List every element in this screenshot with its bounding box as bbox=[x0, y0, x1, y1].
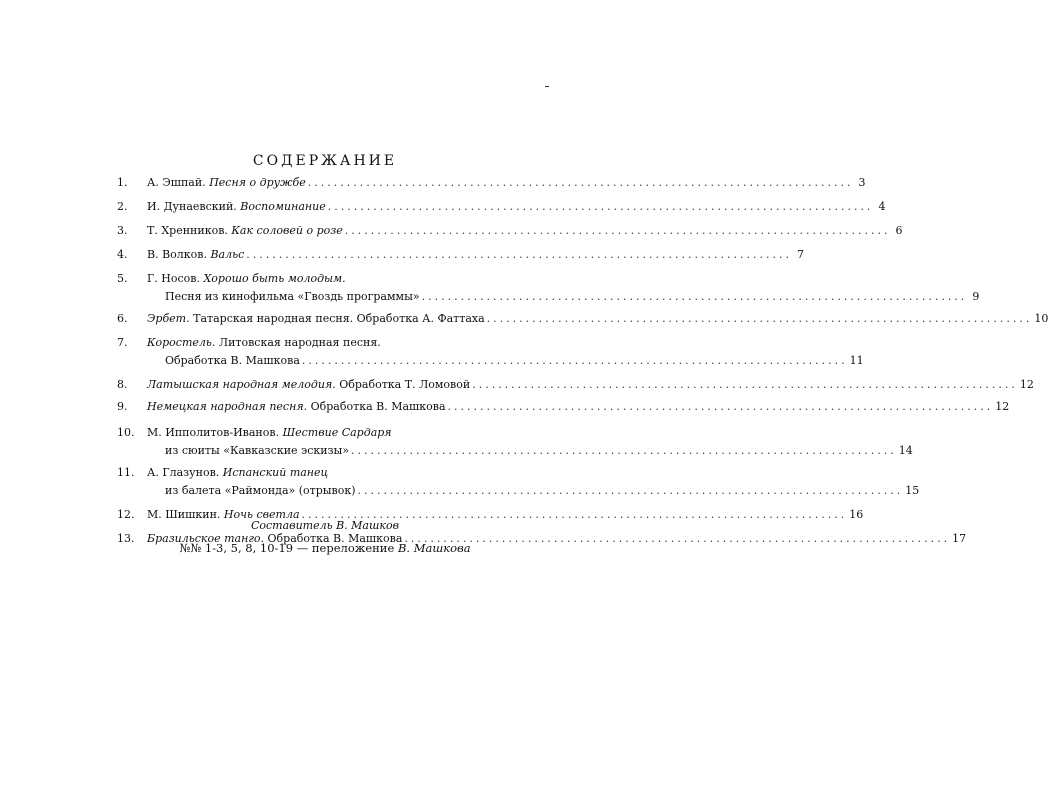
entry-text bbox=[165, 354, 300, 367]
page-number: 14 bbox=[898, 444, 913, 457]
dot-leader bbox=[487, 312, 1033, 325]
entry-line bbox=[147, 272, 979, 290]
entry-rest: из сюиты «Кавказские эскизы» bbox=[165, 444, 350, 457]
dot-leader bbox=[448, 400, 994, 413]
entry-rest: Литовская народная песня. bbox=[218, 336, 381, 349]
entry-body bbox=[147, 378, 1034, 396]
entry-text bbox=[147, 378, 470, 391]
entry-title: Бразильское танго. bbox=[147, 532, 265, 545]
entry-rest: Татарская народная песня. Обработка А. Фаттаха bbox=[193, 312, 485, 325]
entry-number: 7. bbox=[117, 336, 128, 349]
entry-author: А. Глазунов. bbox=[147, 466, 220, 479]
entry-number: 11. bbox=[117, 466, 135, 479]
entry-title: Испанский танец bbox=[222, 466, 329, 479]
entry-number: 5. bbox=[117, 272, 128, 285]
entry-body bbox=[147, 224, 902, 242]
page-number: 7 bbox=[796, 248, 804, 261]
dot-leader bbox=[308, 176, 854, 189]
page-number: 11 bbox=[849, 354, 864, 367]
page-number: 3 bbox=[858, 176, 866, 189]
entry-text bbox=[165, 444, 349, 457]
entry-text bbox=[147, 466, 328, 479]
table-of-contents bbox=[117, 176, 1048, 550]
entry-title: Как соловей о розе bbox=[231, 224, 343, 237]
entry-line bbox=[147, 426, 913, 444]
page-number: 16 bbox=[849, 508, 864, 521]
entry-text bbox=[147, 176, 306, 189]
toc-entry bbox=[117, 200, 886, 218]
entry-body bbox=[147, 400, 1009, 418]
entry-title: Латышская народная мелодия. bbox=[147, 378, 336, 391]
entry-text bbox=[147, 200, 326, 213]
entry-number: 1. bbox=[117, 176, 128, 189]
toc-entry bbox=[117, 248, 804, 266]
stray-mark bbox=[545, 86, 549, 87]
toc-entry bbox=[117, 336, 864, 372]
entry-title: Песня о дружбе bbox=[209, 176, 306, 189]
entry-title: Эрбет. bbox=[147, 312, 190, 325]
entry-line bbox=[147, 290, 979, 308]
entry-title: Коростель. bbox=[147, 336, 216, 349]
entry-text bbox=[147, 224, 343, 237]
entry-rest: Песня из кинофильма «Гвоздь программы» bbox=[165, 290, 420, 303]
entry-body bbox=[147, 272, 979, 308]
entry-title: Хорошо быть молодым. bbox=[203, 272, 346, 285]
entry-number: 6. bbox=[117, 312, 128, 325]
entry-text bbox=[147, 248, 244, 261]
dot-leader bbox=[302, 354, 848, 367]
dot-leader bbox=[351, 444, 897, 457]
toc-entry bbox=[117, 426, 913, 462]
entry-title: Шествие Сардаря bbox=[282, 426, 392, 439]
page-number: 15 bbox=[905, 484, 920, 497]
toc-entry bbox=[117, 272, 980, 308]
entry-number: 12. bbox=[117, 508, 135, 521]
page-number: 6 bbox=[895, 224, 903, 237]
page-number: 12 bbox=[995, 400, 1010, 413]
entry-rest: Обработка В. Машкова bbox=[165, 354, 300, 367]
entry-rest: Обработка В. Машкова bbox=[310, 400, 446, 413]
dot-leader bbox=[358, 484, 904, 497]
dot-leader bbox=[345, 224, 891, 237]
page-number: 10 bbox=[1034, 312, 1048, 325]
entry-text bbox=[147, 312, 485, 325]
entry-author: Т. Хренников. bbox=[147, 224, 228, 237]
entry-rest: из балета «Раймонда» (отрывок) bbox=[165, 484, 356, 497]
entry-body bbox=[147, 312, 1048, 330]
entry-title: Немецкая народная песня. bbox=[147, 400, 308, 413]
entry-line bbox=[147, 248, 804, 266]
entry-body bbox=[147, 466, 919, 502]
entry-author: И. Дунаевский. bbox=[147, 200, 237, 213]
entry-line bbox=[147, 224, 902, 242]
entry-title: Ночь светла bbox=[223, 508, 300, 521]
toc-entry bbox=[117, 224, 903, 242]
entry-text bbox=[147, 272, 346, 285]
contents-heading: СОДЕРЖАНИЕ bbox=[252, 153, 398, 170]
entry-author: А. Эшпай. bbox=[147, 176, 206, 189]
entry-text bbox=[165, 484, 356, 497]
entry-body bbox=[147, 248, 804, 266]
entry-text bbox=[147, 336, 381, 349]
entry-line bbox=[147, 200, 885, 218]
entry-line bbox=[147, 400, 1009, 418]
entry-number: 4. bbox=[117, 248, 128, 261]
entry-line bbox=[147, 378, 1034, 396]
entry-number: 13. bbox=[117, 532, 135, 545]
entry-text bbox=[147, 426, 392, 439]
compiler-credit: Составитель В. Машков bbox=[250, 519, 400, 532]
entry-author: М. Ипполитов-Иванов. bbox=[147, 426, 280, 439]
entry-body bbox=[147, 176, 865, 194]
entry-rest: Обработка Т. Ломовой bbox=[339, 378, 471, 391]
entry-text bbox=[147, 400, 446, 413]
toc-entry bbox=[117, 400, 1010, 418]
entry-text bbox=[165, 290, 420, 303]
entry-number: 3. bbox=[117, 224, 128, 237]
page-number: 9 bbox=[972, 290, 980, 303]
entry-body bbox=[147, 200, 885, 218]
page-number: 12 bbox=[1019, 378, 1034, 391]
dot-leader bbox=[472, 378, 1018, 391]
toc-entry bbox=[117, 378, 1034, 396]
entry-line bbox=[147, 336, 864, 354]
entry-author: В. Волков. bbox=[147, 248, 207, 261]
entry-body bbox=[147, 336, 864, 372]
entry-line bbox=[147, 484, 919, 502]
toc-entry bbox=[117, 466, 920, 502]
toc-entry bbox=[117, 176, 866, 194]
dot-leader bbox=[422, 290, 968, 303]
page-number: 17 bbox=[952, 532, 967, 545]
entry-number: 10. bbox=[117, 426, 135, 439]
entry-line bbox=[147, 444, 913, 462]
entry-line bbox=[147, 176, 865, 194]
arrangement-name: В. Машкова bbox=[397, 541, 471, 555]
dot-leader bbox=[328, 200, 874, 213]
entry-rest: Обработка В. Машкова bbox=[267, 532, 403, 545]
entry-number: 8. bbox=[117, 378, 128, 391]
entry-line bbox=[147, 466, 919, 484]
entry-line bbox=[147, 312, 1048, 330]
entry-author: Г. Носов. bbox=[147, 272, 200, 285]
entry-number: 2. bbox=[117, 200, 128, 213]
toc-entry bbox=[117, 312, 1048, 330]
arrangement-prefix: №№ 1-3, 5, 8, 10-19 — переложение bbox=[179, 541, 395, 555]
entry-number: 9. bbox=[117, 400, 128, 413]
entry-title: Вальс bbox=[210, 248, 245, 261]
arrangement-credit bbox=[0, 541, 650, 555]
entry-author: М. Шишкин. bbox=[147, 508, 221, 521]
page-number: 4 bbox=[878, 200, 886, 213]
dot-leader bbox=[246, 248, 792, 261]
entry-line bbox=[147, 354, 864, 372]
entry-title: Воспоминание bbox=[240, 200, 326, 213]
entry-body bbox=[147, 426, 913, 462]
